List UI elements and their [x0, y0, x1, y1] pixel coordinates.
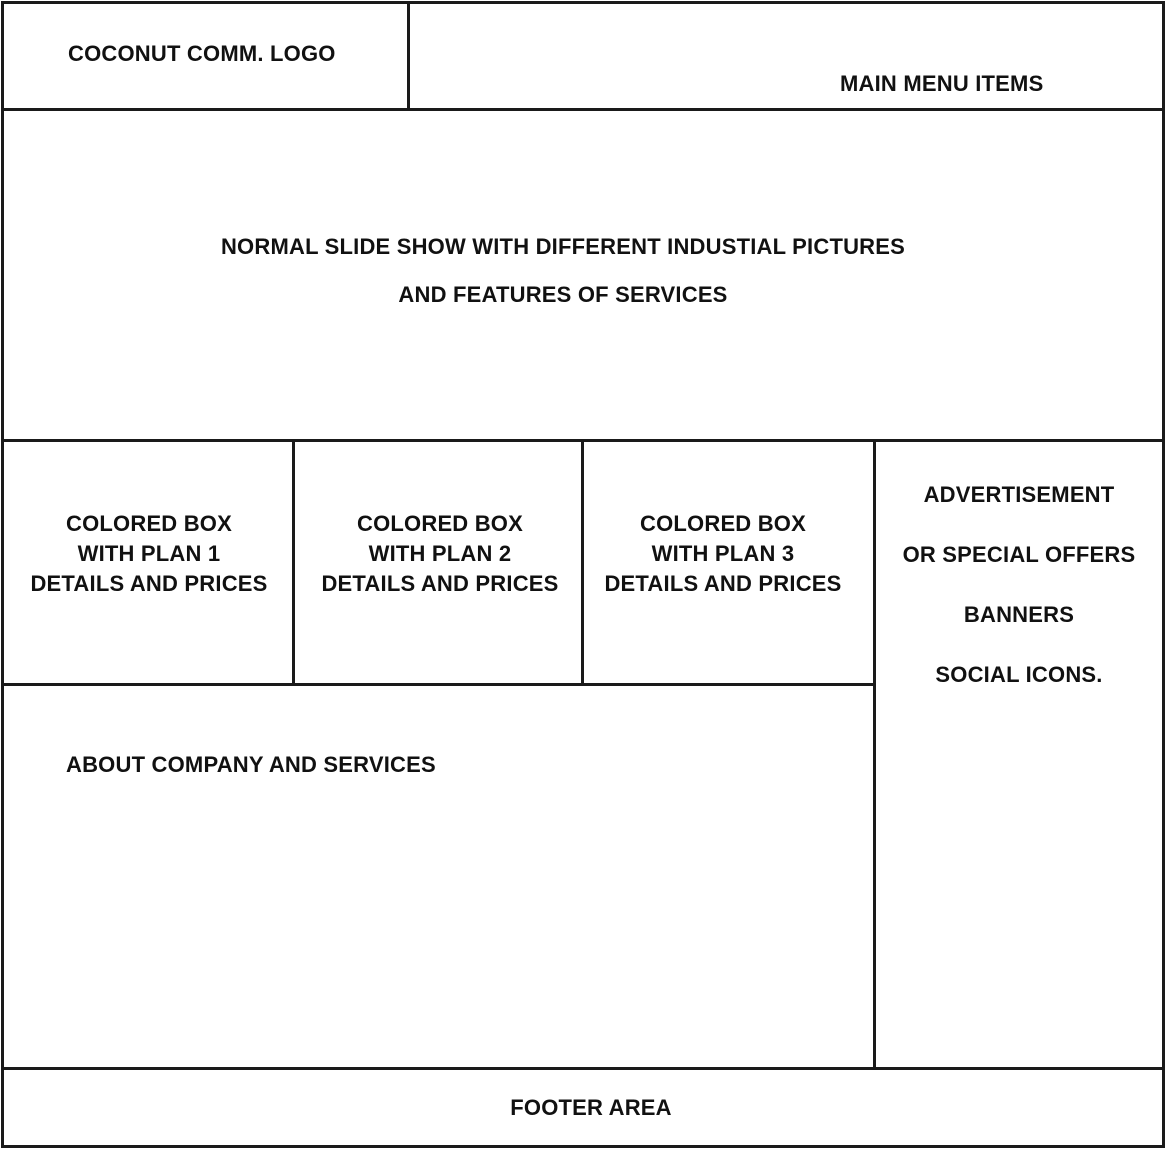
sidebar-line-4: SOCIAL ICONS. [935, 662, 1103, 687]
sidebar-line-1: ADVERTISEMENT [923, 482, 1115, 507]
plan-box-2-line-1: COLORED BOX [357, 511, 523, 536]
sidebar-divider [873, 441, 876, 1069]
footer-top-line [1, 1067, 1165, 1070]
sidebar-line-3: BANNERS [963, 602, 1075, 627]
about-section-label: ABOUT COMPANY AND SERVICES [66, 752, 436, 777]
plan-box-1-line-2: WITH PLAN 1 [77, 541, 221, 566]
plan-box-3-line-2: WITH PLAN 3 [651, 541, 795, 566]
plan-box-1 [4, 509, 294, 599]
plan-box-2-line-2: WITH PLAN 2 [368, 541, 512, 566]
plan-box-2 [295, 509, 585, 599]
header-menu-region [409, 1, 1165, 109]
header-bottom-line [1, 108, 1165, 111]
logo-placeholder: COCONUT COMM. LOGO [68, 41, 336, 66]
plan-box-3-line-3: DETAILS AND PRICES [604, 571, 842, 596]
plans-bottom-line [1, 683, 875, 686]
main-menu-placeholder: MAIN MENU ITEMS [840, 71, 1044, 96]
sidebar-line-2: OR SPECIAL OFFERS [902, 542, 1136, 567]
plan-box-3-line-1: COLORED BOX [640, 511, 806, 536]
plan-box-1-line-3: DETAILS AND PRICES [30, 571, 268, 596]
slideshow-caption-line-1: NORMAL SLIDE SHOW WITH DIFFERENT INDUSTIAL PICTURES [220, 234, 906, 259]
plan-box-3 [584, 509, 862, 599]
slideshow-caption-line-2: AND FEATURES OF SERVICES [398, 282, 728, 307]
plan-box-1-line-1: COLORED BOX [66, 511, 232, 536]
footer-label: FOOTER AREA [510, 1095, 672, 1120]
plan-box-2-line-3: DETAILS AND PRICES [321, 571, 559, 596]
header-divider-vertical [407, 1, 410, 109]
